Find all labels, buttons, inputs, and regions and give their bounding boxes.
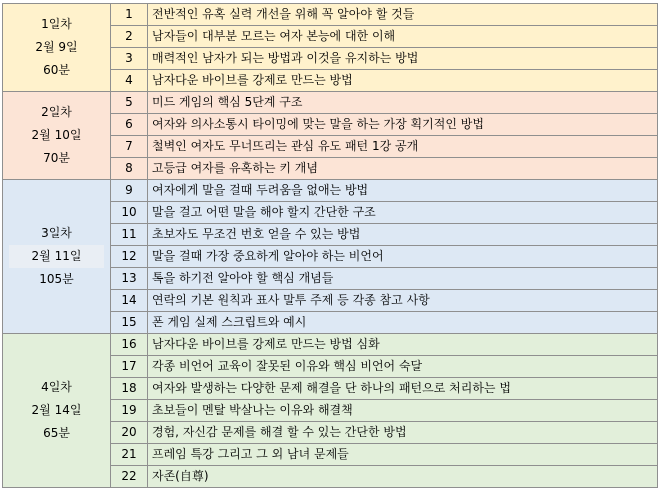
- lesson-topic[interactable]: 초보들이 멘탈 박살나는 이유와 해결책: [148, 400, 658, 422]
- day-label: 3일차: [41, 226, 72, 240]
- lesson-number[interactable]: 12: [111, 246, 148, 268]
- day-cell[interactable]: [3, 334, 111, 488]
- lesson-topic[interactable]: 남자다운 바이브를 강제로 만드는 방법 심화: [148, 334, 658, 356]
- day-cell[interactable]: [3, 4, 111, 92]
- lesson-topic[interactable]: 경험, 자신감 문제를 해결 할 수 있는 간단한 방법: [148, 422, 658, 444]
- lesson-number[interactable]: 19: [111, 400, 148, 422]
- table-row: [3, 180, 658, 202]
- lesson-number[interactable]: 6: [111, 114, 148, 136]
- lesson-topic[interactable]: 연락의 기본 원칙과 표사 말투 주제 등 각종 참고 사항: [148, 290, 658, 312]
- lesson-topic[interactable]: 폰 게임 실제 스크립트와 예시: [148, 312, 658, 334]
- lesson-topic[interactable]: 각종 비언어 교육이 잘못된 이유와 핵심 비언어 숙달: [148, 356, 658, 378]
- lesson-topic[interactable]: 말을 걸때 가장 중요하게 알아야 하는 비언어: [148, 246, 658, 268]
- day-date: 2월 11일: [9, 245, 104, 268]
- lesson-topic[interactable]: 남자다운 바이브를 강제로 만드는 방법: [148, 70, 658, 92]
- lesson-number[interactable]: 7: [111, 136, 148, 158]
- lesson-number[interactable]: 9: [111, 180, 148, 202]
- lesson-topic[interactable]: 전반적인 유혹 실력 개선을 위해 꼭 알아야 할 것들: [148, 4, 658, 26]
- table-row: [3, 334, 658, 356]
- lesson-number[interactable]: 5: [111, 92, 148, 114]
- lesson-topic[interactable]: 초보자도 무조건 번호 얻을 수 있는 방법: [148, 224, 658, 246]
- lesson-number[interactable]: 18: [111, 378, 148, 400]
- lesson-number[interactable]: 4: [111, 70, 148, 92]
- day-label: 4일차: [41, 380, 72, 394]
- day-cell[interactable]: [3, 92, 111, 180]
- curriculum-table-body: [3, 4, 658, 488]
- curriculum-table: [2, 3, 658, 488]
- lesson-number[interactable]: 20: [111, 422, 148, 444]
- lesson-number[interactable]: 15: [111, 312, 148, 334]
- lesson-topic[interactable]: 여자와 의사소통시 타이밍에 맞는 말을 하는 가장 획기적인 방법: [148, 114, 658, 136]
- day-date: 2월 10일: [31, 128, 82, 142]
- day-label: 1일차: [41, 17, 72, 31]
- lesson-topic[interactable]: 여자에게 말을 걸때 두려움을 없애는 방법: [148, 180, 658, 202]
- lesson-number[interactable]: 10: [111, 202, 148, 224]
- lesson-topic[interactable]: 미드 게임의 핵심 5단계 구조: [148, 92, 658, 114]
- lesson-topic[interactable]: 톡을 하기전 알아야 할 핵심 개념들: [148, 268, 658, 290]
- day-label: 2일차: [41, 105, 72, 119]
- lesson-topic[interactable]: 프레임 특강 그리고 그 외 남녀 문제들: [148, 444, 658, 466]
- lesson-number[interactable]: 22: [111, 466, 148, 488]
- lesson-topic[interactable]: 여자와 발생하는 다양한 문제 해결을 단 하나의 패턴으로 처리하는 법: [148, 378, 658, 400]
- lesson-number[interactable]: 17: [111, 356, 148, 378]
- lesson-topic[interactable]: 남자들이 대부분 모르는 여자 본능에 대한 이해: [148, 26, 658, 48]
- day-duration: 105분: [39, 272, 74, 286]
- lesson-number[interactable]: 11: [111, 224, 148, 246]
- table-row: [3, 92, 658, 114]
- table-row: [3, 4, 658, 26]
- lesson-number[interactable]: 2: [111, 26, 148, 48]
- day-duration: 65분: [43, 426, 70, 440]
- day-cell[interactable]: [3, 180, 111, 334]
- lesson-topic[interactable]: 말을 걸고 어떤 말을 해야 할지 간단한 구조: [148, 202, 658, 224]
- lesson-number[interactable]: 16: [111, 334, 148, 356]
- lesson-number[interactable]: 8: [111, 158, 148, 180]
- day-duration: 60분: [43, 63, 70, 77]
- lesson-topic[interactable]: 자존(自尊): [148, 466, 658, 488]
- day-date: 2월 9일: [35, 40, 78, 54]
- lesson-number[interactable]: 3: [111, 48, 148, 70]
- lesson-number[interactable]: 21: [111, 444, 148, 466]
- lesson-number[interactable]: 13: [111, 268, 148, 290]
- lesson-topic[interactable]: 고등급 여자를 유혹하는 키 개념: [148, 158, 658, 180]
- lesson-topic[interactable]: 매력적인 남자가 되는 방법과 이것을 유지하는 방법: [148, 48, 658, 70]
- lesson-number[interactable]: 1: [111, 4, 148, 26]
- day-duration: 70분: [43, 151, 70, 165]
- lesson-topic[interactable]: 철벽인 여자도 무너뜨리는 관심 유도 패턴 1강 공개: [148, 136, 658, 158]
- day-date: 2월 14일: [31, 403, 82, 417]
- lesson-number[interactable]: 14: [111, 290, 148, 312]
